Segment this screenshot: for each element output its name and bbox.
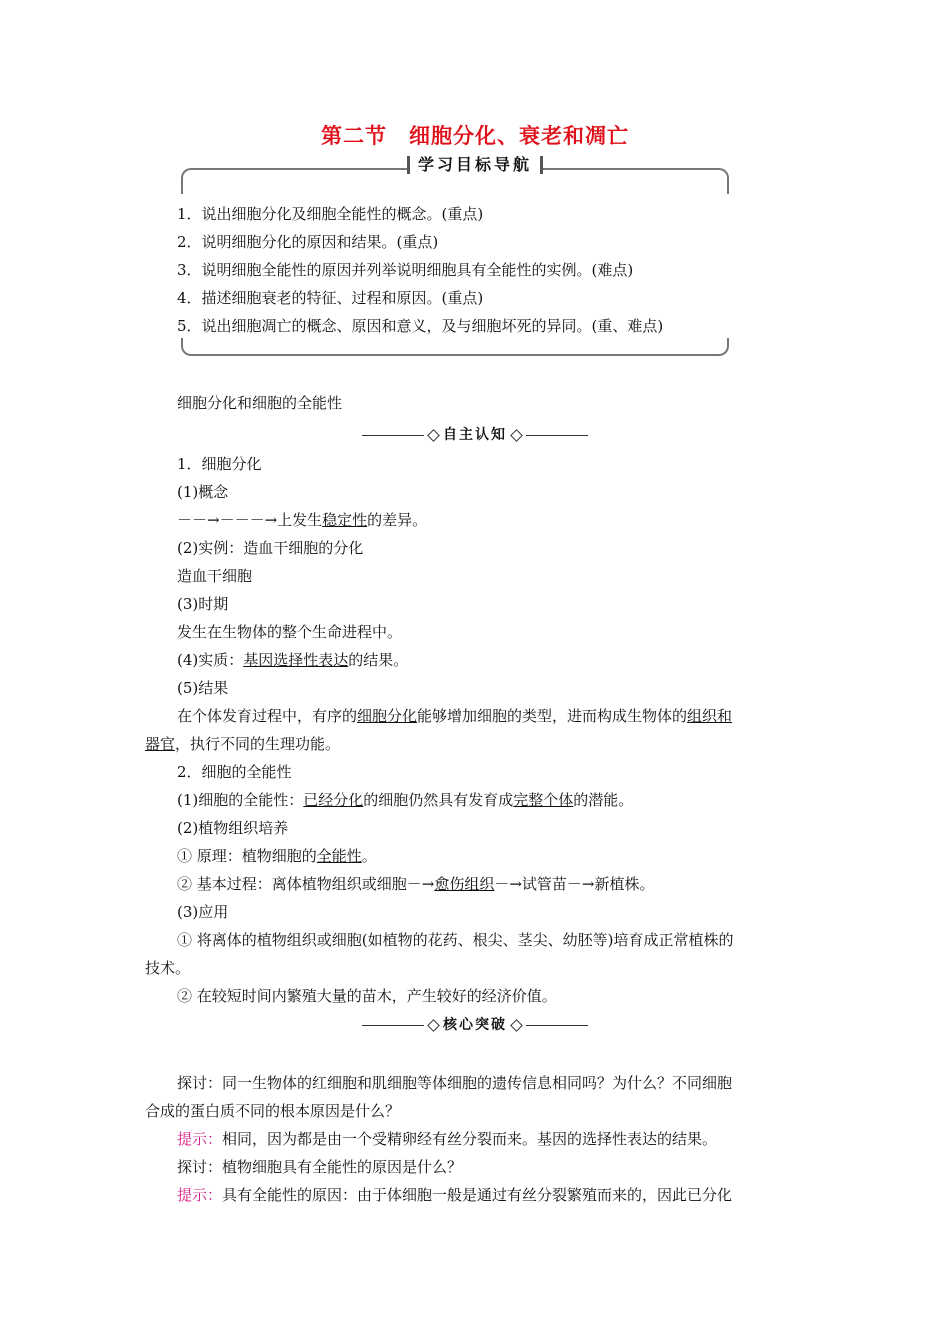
text-line: (5)结果 [177, 679, 229, 697]
page-title: 第二节 细胞分化、衰老和凋亡 [321, 123, 629, 148]
nav-heading-label: 学习目标导航 [407, 156, 543, 174]
text-line: (2)植物组织培养 [177, 819, 289, 837]
hint-line [145, 1125, 857, 1153]
goal-item: 3．说明细胞全能性的原因并列举说明细胞具有全能性的实例。(难点) [177, 261, 634, 279]
text-run: 在个体发育过程中，有序的 [177, 707, 358, 725]
answer-blank: 组织和 [687, 707, 733, 725]
text-line [145, 646, 857, 674]
text-run: 能够增加细胞的类型，进而构成生物体的 [417, 707, 688, 725]
goals-list [177, 200, 757, 340]
question-line: 探讨：同一生物体的红细胞和肌细胞等体细胞的遗传信息相同吗？为什么？不同细胞 [177, 1074, 733, 1092]
text-line: (2)实例：造血干细胞的分化 [177, 539, 364, 557]
goal-item: 5．说出细胞凋亡的概念、原因和意义，及与细胞坏死的异同。(重、难点) [177, 317, 664, 335]
text-line [145, 870, 857, 898]
text-line: (3)时期 [177, 595, 229, 613]
text-line: 技术。 [145, 959, 191, 977]
text-run: 的差异。 [367, 511, 428, 529]
question-line: 探讨：植物细胞具有全能性的原因是什么？ [177, 1158, 463, 1176]
text-line [145, 730, 825, 758]
text-line: 1．细胞分化 [177, 455, 262, 473]
nav-heading [0, 156, 950, 174]
text-run: －－→－－－→上发生 [177, 511, 323, 529]
text-line: (3)应用 [177, 903, 229, 921]
divider-core [0, 1014, 950, 1034]
text-run: ② 基本过程：离体植物组织或细胞－→ [177, 875, 435, 893]
text-run: 。 [361, 847, 377, 865]
text-run: ，执行不同的生理功能。 [175, 735, 341, 753]
hint-text: 相同，因为都是由一个受精卵经有丝分裂而来。基因的选择性表达的结果。 [222, 1130, 718, 1148]
divider-label: 核心突破 [443, 1017, 507, 1033]
text-line: ① 将离体的植物组织或细胞(如植物的花药、根尖、茎尖、幼胚等)培育成正常植株的 [177, 931, 734, 949]
answer-blank: 完整个体 [513, 791, 574, 809]
goals-frame-bottom [181, 338, 729, 356]
answer-blank: 愈伤组织 [434, 875, 495, 893]
hint-line [145, 1181, 857, 1209]
goal-item: 2．说明细胞分化的原因和结果。(重点) [177, 233, 439, 251]
goal-item: 4．描述细胞衰老的特征、过程和原因。(重点) [177, 289, 484, 307]
answer-blank: 基因选择性表达 [243, 651, 349, 669]
answer-blank: 细胞分化 [357, 707, 418, 725]
answer-blank: 已经分化 [303, 791, 364, 809]
hint-label: 提示： [177, 1130, 223, 1148]
text-line [145, 506, 857, 534]
text-line: 发生在生物体的整个生命进程中。 [177, 623, 403, 641]
hint-text: 具有全能性的原因：由于体细胞一般是通过有丝分裂繁殖而来的，因此已分化 [222, 1186, 733, 1204]
text-run: (4)实质： [177, 651, 244, 669]
answer-blank: 稳定性 [322, 511, 368, 529]
text-line [145, 786, 857, 814]
answer-blank: 器官 [145, 735, 176, 753]
text-line [145, 842, 857, 870]
divider-self-study [0, 424, 950, 444]
section-heading: 细胞分化和细胞的全能性 [177, 394, 343, 412]
text-line: ② 在较短时间内繁殖大量的苗木，产生较好的经济价值。 [177, 987, 557, 1005]
text-line: 造血干细胞 [177, 567, 253, 585]
text-run: －→试管苗－→新植株。 [494, 875, 655, 893]
hint-label: 提示： [177, 1186, 223, 1204]
text-run: 的潜能。 [573, 791, 634, 809]
answer-blank: 全能性 [316, 847, 362, 865]
text-run: 的细胞仍然具有发育成 [363, 791, 514, 809]
text-run: ① 原理：植物细胞的 [177, 847, 317, 865]
text-line: 2．细胞的全能性 [177, 763, 292, 781]
text-line [145, 702, 857, 730]
question-line: 合成的蛋白质不同的根本原因是什么？ [145, 1102, 401, 1120]
text-line: (1)概念 [177, 483, 229, 501]
text-run: 的结果。 [348, 651, 409, 669]
goal-item: 1．说出细胞分化及细胞全能性的概念。(重点) [177, 205, 484, 223]
text-run: (1)细胞的全能性： [177, 791, 304, 809]
divider-label: 自主认知 [443, 427, 507, 443]
